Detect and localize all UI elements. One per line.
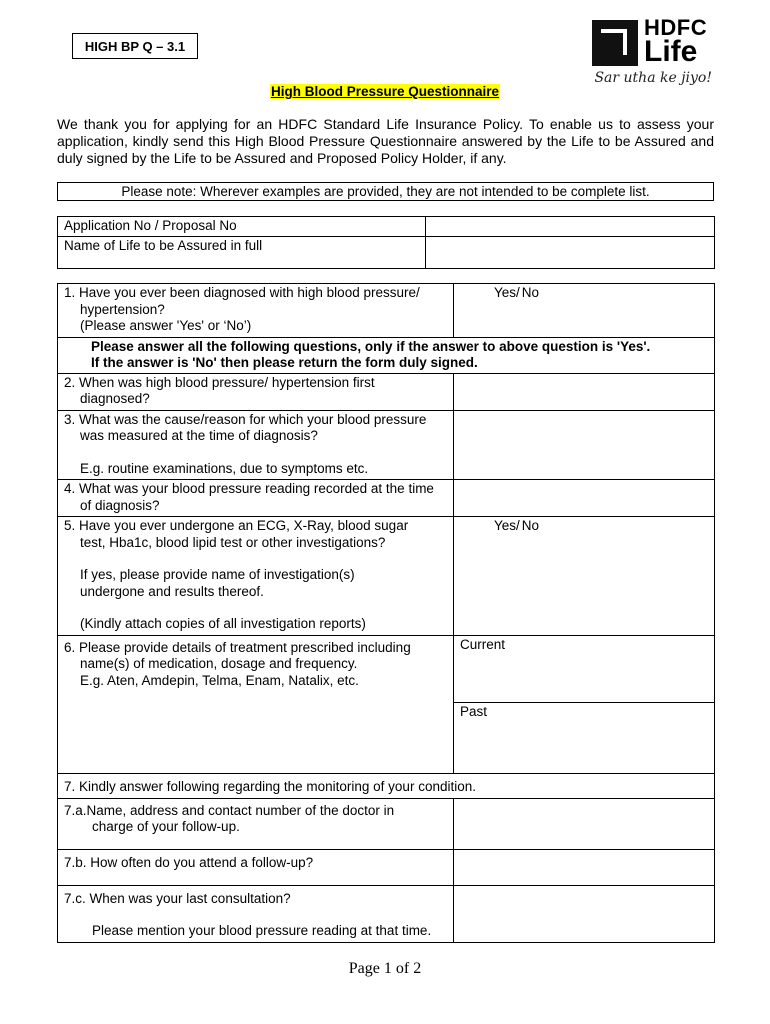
intro-paragraph: We thank you for applying for an HDFC Standard Life Insurance Policy. To enable us to assess your application, kindly send this High Blood Pressure Questionnaire answered by the Life to be Assured and duly signed by the Life to be Assured and Proposed Policy Holder, if any. — [57, 116, 714, 166]
q7a-line1: 7.a.Name, address and contact number of the doctor in — [64, 802, 395, 818]
questionnaire-table — [57, 283, 715, 943]
question-7c — [58, 885, 454, 942]
q7c-line1: 7.c. When was your last consultation? — [64, 890, 291, 906]
q3-line1: 3. What was the cause/reason for which your blood pressure — [64, 411, 427, 427]
q6-current-label: Current — [460, 636, 506, 652]
application-no-field[interactable] — [426, 217, 715, 237]
note-box: Please note: Wherever examples are provided, they are not intended to be complete list. — [57, 182, 714, 201]
q2-line2: diagnosed? — [80, 391, 150, 406]
q3-answer-field[interactable] — [454, 410, 715, 480]
q5-separator: / — [516, 518, 520, 533]
q3-line2: was measured at the time of diagnosis? — [80, 428, 318, 443]
q7c-answer-field[interactable] — [454, 885, 715, 942]
q5-line2: test, Hba1c, blood lipid test or other investigations? — [80, 534, 386, 550]
instruction-line1: Please answer all the following questions, only if the answer to above question is 'Yes'. — [91, 338, 651, 354]
q6-current-field[interactable] — [454, 635, 715, 702]
page-title-wrap — [0, 84, 770, 99]
question-6 — [58, 635, 454, 773]
q4-line1: 4. What was your blood pressure reading recorded at the time — [64, 481, 434, 496]
conditional-instruction — [58, 337, 715, 373]
q5-line5: (Kindly attach copies of all investigation reports) — [80, 616, 366, 631]
q1-yes-option[interactable]: Yes — [494, 285, 517, 300]
q7b-answer-field[interactable] — [454, 849, 715, 885]
question-4 — [58, 480, 454, 517]
q5-line4: undergone and results thereof. — [80, 583, 264, 599]
q6-past-label: Past — [460, 703, 488, 719]
question-7a — [58, 798, 454, 849]
q7a-line2: charge of your follow-up. — [92, 819, 240, 834]
q3-line3: E.g. routine examinations, due to symptoms etc. — [80, 460, 369, 476]
question-7: 7. Kindly answer following regarding the monitoring of your condition. — [58, 773, 715, 798]
question-7b: 7.b. How often do you attend a follow-up? — [58, 849, 454, 885]
life-assured-name-label: Name of Life to be Assured in full — [58, 236, 426, 268]
q7c-line2: Please mention your blood pressure reading at that time. — [92, 923, 432, 938]
q6-line2: name(s) of medication, dosage and frequency. — [80, 656, 358, 671]
question-1 — [58, 284, 454, 338]
q1-answer[interactable] — [454, 284, 715, 338]
q5-line3: If yes, please provide name of investigation(s) — [80, 567, 355, 582]
logo-line-2: Life — [644, 35, 698, 68]
q7a-answer-field[interactable] — [454, 798, 715, 849]
q4-line2: of diagnosis? — [80, 497, 160, 513]
form-code: HIGH BP Q – 3.1 — [72, 33, 198, 59]
q2-answer-field[interactable] — [454, 373, 715, 410]
page-number: Page 1 of 2 — [348, 960, 422, 977]
question-5 — [58, 517, 454, 636]
question-3 — [58, 410, 454, 480]
q6-past-field[interactable] — [454, 702, 715, 773]
page-title: High Blood Pressure Questionnaire — [270, 84, 500, 99]
logo-line-1: HDFC — [644, 15, 708, 40]
q1-no-option[interactable]: No — [521, 285, 540, 300]
q5-line1: 5. Have you ever undergone an ECG, X-Ray, blood sugar — [64, 518, 409, 533]
q4-answer-field[interactable] — [454, 480, 715, 517]
q5-no-option[interactable]: No — [521, 518, 540, 533]
q5-answer[interactable] — [454, 517, 715, 636]
application-no-label: Application No / Proposal No — [58, 217, 426, 237]
logo-mark-icon — [592, 20, 638, 66]
question-2 — [58, 373, 454, 410]
q1-line3: (Please answer 'Yes' or ‘No’) — [80, 318, 252, 333]
logo-tagline: Sar utha ke jiyo! — [594, 70, 712, 86]
hdfc-life-logo — [592, 15, 714, 88]
q6-line1: 6. Please provide details of treatment prescribed including — [64, 639, 411, 655]
life-assured-name-field[interactable] — [426, 236, 715, 268]
q2-line1: 2. When was high blood pressure/ hypertension first — [64, 374, 375, 390]
q1-line2: hypertension? — [80, 301, 165, 317]
q1-separator: / — [516, 285, 520, 300]
application-details-table — [57, 216, 715, 269]
q5-yes-option[interactable]: Yes — [494, 518, 517, 533]
q6-line3: E.g. Aten, Amdepin, Telma, Enam, Natalix, etc. — [80, 672, 359, 688]
q1-line1: 1. Have you ever been diagnosed with high blood pressure/ — [64, 285, 420, 300]
instruction-line2: If the answer is 'No' then please return the form duly signed. — [91, 355, 478, 370]
